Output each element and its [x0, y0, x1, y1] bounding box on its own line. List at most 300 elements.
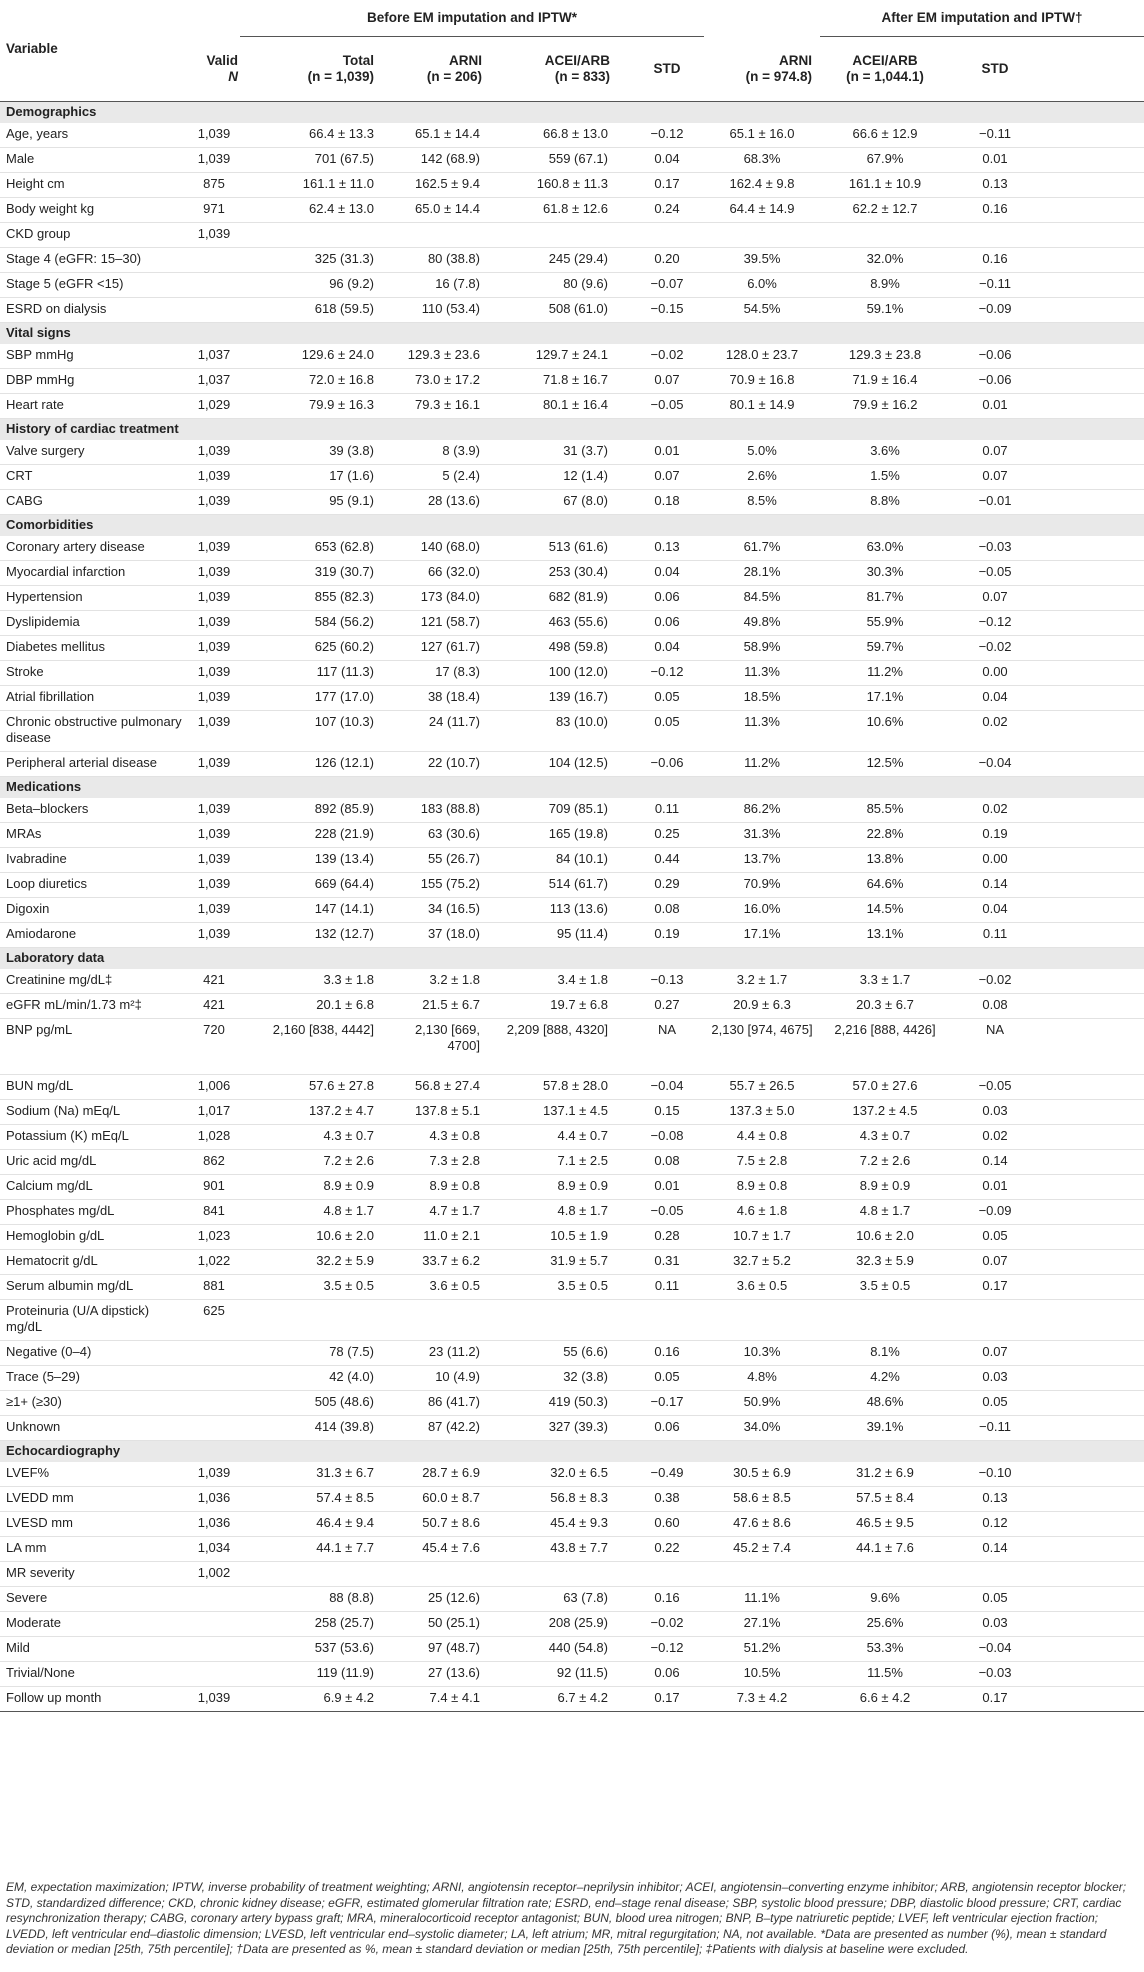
variable-cell: Peripheral arterial disease	[0, 751, 188, 776]
arni-cell: 11.0 ± 2.1	[396, 1224, 502, 1249]
std-weighted-cell: 0.03	[950, 1611, 1040, 1636]
std-weighted-cell: 0.05	[950, 1586, 1040, 1611]
acei-arb-cell: 253 (30.4)	[502, 560, 630, 585]
acei-arb-weighted-cell: 10.6 ± 2.0	[820, 1224, 950, 1249]
spacer-cell	[1040, 1099, 1144, 1124]
acei-arb-weighted-cell: 59.1%	[820, 297, 950, 322]
table-row	[0, 393, 1144, 418]
valid-n-cell: 1,039	[188, 147, 240, 172]
acei-arb-cell: 31 (3.7)	[502, 440, 630, 465]
variable-cell: Sodium (Na) mEq/L	[0, 1099, 188, 1124]
arni-weighted-cell: 31.3%	[704, 822, 820, 847]
acei-arb-weighted-cell: 10.6%	[820, 710, 950, 751]
acei-arb-weighted-cell	[820, 222, 950, 247]
valid-n-cell	[188, 1661, 240, 1686]
acei-arb-cell: 559 (67.1)	[502, 147, 630, 172]
std-cell: 0.11	[630, 1274, 704, 1299]
acei-arb-weighted-cell: 63.0%	[820, 536, 950, 561]
total-cell: 7.2 ± 2.6	[240, 1149, 396, 1174]
variable-cell: Diabetes mellitus	[0, 635, 188, 660]
std-cell: 0.05	[630, 685, 704, 710]
total-cell: 3.3 ± 1.8	[240, 969, 396, 994]
acei-arb-weighted-cell: 8.9 ± 0.9	[820, 1174, 950, 1199]
variable-cell: Mild	[0, 1636, 188, 1661]
acei-arb-cell: 440 (54.8)	[502, 1636, 630, 1661]
variable-cell: DBP mmHg	[0, 368, 188, 393]
arni-weighted-cell: 58.6 ± 8.5	[704, 1486, 820, 1511]
std-cell: 0.16	[630, 1340, 704, 1365]
arni-weighted-cell: 16.0%	[704, 897, 820, 922]
std-cell: 0.27	[630, 993, 704, 1018]
table-row	[0, 1561, 1144, 1586]
table-row	[0, 1462, 1144, 1487]
valid-n-cell: 1,006	[188, 1074, 240, 1099]
spacer-cell	[1040, 489, 1144, 514]
spacer-cell	[1040, 1462, 1144, 1487]
variable-cell: Chronic obstructive pulmonary disease	[0, 710, 188, 751]
spacer-cell	[1040, 1124, 1144, 1149]
arni-cell: 38 (18.4)	[396, 685, 502, 710]
acei-arb-cell: 508 (61.0)	[502, 297, 630, 322]
acei-arb-cell: 32 (3.8)	[502, 1365, 630, 1390]
arni-weighted-cell: 61.7%	[704, 536, 820, 561]
total-cell: 701 (67.5)	[240, 147, 396, 172]
std-weighted-cell: 0.14	[950, 1149, 1040, 1174]
table-row	[0, 344, 1144, 369]
acei-arb-cell: 709 (85.1)	[502, 798, 630, 823]
arni-cell: 28.7 ± 6.9	[396, 1462, 502, 1487]
variable-cell: Stage 5 (eGFR <15)	[0, 272, 188, 297]
arni-weighted-cell: 65.1 ± 16.0	[704, 123, 820, 148]
table-row	[0, 1174, 1144, 1199]
arni-cell: 97 (48.7)	[396, 1636, 502, 1661]
std-weighted-cell: −0.06	[950, 368, 1040, 393]
valid-n-cell	[188, 1611, 240, 1636]
std-cell: −0.06	[630, 751, 704, 776]
col-acei-arb: ACEI/ARB (n = 833)	[502, 37, 630, 102]
std-weighted-cell: 0.11	[950, 922, 1040, 947]
spacer-cell	[1040, 635, 1144, 660]
acei-arb-cell: 137.1 ± 4.5	[502, 1099, 630, 1124]
acei-arb-cell: 139 (16.7)	[502, 685, 630, 710]
acei-arb-cell: 66.8 ± 13.0	[502, 123, 630, 148]
acei-arb-cell: 682 (81.9)	[502, 585, 630, 610]
table-row	[0, 368, 1144, 393]
arni-weighted-cell: 162.4 ± 9.8	[704, 172, 820, 197]
valid-n-cell: 1,036	[188, 1486, 240, 1511]
arni-cell: 73.0 ± 17.2	[396, 368, 502, 393]
variable-cell: ≥1+ (≥30)	[0, 1390, 188, 1415]
section-header: Comorbidities	[0, 514, 1144, 536]
acei-arb-weighted-cell: 64.6%	[820, 872, 950, 897]
acei-arb-weighted-cell: 11.2%	[820, 660, 950, 685]
std-weighted-cell: 0.07	[950, 1249, 1040, 1274]
valid-n-cell: 1,034	[188, 1536, 240, 1561]
table-row	[0, 1224, 1144, 1249]
valid-n-cell: 1,039	[188, 660, 240, 685]
acei-arb-weighted-cell: 1.5%	[820, 464, 950, 489]
total-cell: 129.6 ± 24.0	[240, 344, 396, 369]
table-row	[0, 1124, 1144, 1149]
std-weighted-cell: 0.05	[950, 1390, 1040, 1415]
valid-n-cell: 1,037	[188, 344, 240, 369]
col-std: STD	[630, 37, 704, 102]
acei-arb-weighted-cell	[820, 1299, 950, 1340]
spacer-cell	[1040, 368, 1144, 393]
table-row	[0, 685, 1144, 710]
acei-arb-cell: 7.1 ± 2.5	[502, 1149, 630, 1174]
std-weighted-cell: −0.03	[950, 1661, 1040, 1686]
std-cell: 0.22	[630, 1536, 704, 1561]
valid-n-cell: 1,039	[188, 922, 240, 947]
total-cell: 319 (30.7)	[240, 560, 396, 585]
std-cell: 0.04	[630, 635, 704, 660]
variable-cell: BNP pg/mL	[0, 1018, 188, 1074]
arni-cell: 80 (38.8)	[396, 247, 502, 272]
std-cell: 0.44	[630, 847, 704, 872]
std-cell: 0.13	[630, 536, 704, 561]
valid-n-cell: 421	[188, 969, 240, 994]
variable-cell: Creatinine mg/dL‡	[0, 969, 188, 994]
arni-weighted-cell: 11.1%	[704, 1586, 820, 1611]
std-weighted-cell: 0.07	[950, 440, 1040, 465]
table-body	[0, 101, 1144, 1711]
total-cell	[240, 1561, 396, 1586]
valid-n-cell: 1,039	[188, 798, 240, 823]
std-weighted-cell: 0.07	[950, 464, 1040, 489]
std-weighted-cell: 0.02	[950, 1124, 1040, 1149]
acei-arb-cell: 92 (11.5)	[502, 1661, 630, 1686]
total-cell: 618 (59.5)	[240, 297, 396, 322]
spacer-cell	[1040, 847, 1144, 872]
acei-arb-weighted-cell: 48.6%	[820, 1390, 950, 1415]
valid-n-cell: 862	[188, 1149, 240, 1174]
acei-arb-cell: 45.4 ± 9.3	[502, 1511, 630, 1536]
acei-arb-weighted-cell: 62.2 ± 12.7	[820, 197, 950, 222]
std-cell: −0.17	[630, 1390, 704, 1415]
arni-cell: 60.0 ± 8.7	[396, 1486, 502, 1511]
section-header: Medications	[0, 776, 1144, 798]
std-weighted-cell: 0.13	[950, 172, 1040, 197]
col-acei-arb-weighted: ACEI/ARB (n = 1,044.1)	[820, 37, 950, 102]
table-row	[0, 536, 1144, 561]
total-cell: 57.6 ± 27.8	[240, 1074, 396, 1099]
valid-n-cell	[188, 1415, 240, 1440]
std-cell: −0.08	[630, 1124, 704, 1149]
arni-weighted-cell: 2,130 [974, 4675]	[704, 1018, 820, 1074]
table-row	[0, 464, 1144, 489]
arni-weighted-cell	[704, 1299, 820, 1340]
acei-arb-cell: 6.7 ± 4.2	[502, 1686, 630, 1711]
table-row	[0, 1486, 1144, 1511]
arni-cell: 10 (4.9)	[396, 1365, 502, 1390]
std-cell: 0.11	[630, 798, 704, 823]
acei-arb-cell: 12 (1.4)	[502, 464, 630, 489]
total-cell: 32.2 ± 5.9	[240, 1249, 396, 1274]
std-cell: 0.04	[630, 147, 704, 172]
variable-cell: Stage 4 (eGFR: 15–30)	[0, 247, 188, 272]
arni-cell: 22 (10.7)	[396, 751, 502, 776]
spacer-cell	[1040, 464, 1144, 489]
arni-weighted-cell: 137.3 ± 5.0	[704, 1099, 820, 1124]
spacer-cell	[1040, 1561, 1144, 1586]
arni-weighted-cell: 34.0%	[704, 1415, 820, 1440]
spacer-cell	[1040, 247, 1144, 272]
spacer-cell	[1040, 1415, 1144, 1440]
spacer-cell	[1040, 1074, 1144, 1099]
acei-arb-cell	[502, 1299, 630, 1340]
total-cell: 584 (56.2)	[240, 610, 396, 635]
std-weighted-cell: 0.00	[950, 847, 1040, 872]
total-cell: 161.1 ± 11.0	[240, 172, 396, 197]
section-header-row	[0, 947, 1144, 969]
arni-weighted-cell: 4.6 ± 1.8	[704, 1199, 820, 1224]
std-weighted-cell: 0.13	[950, 1486, 1040, 1511]
table-row	[0, 872, 1144, 897]
acei-arb-cell: 19.7 ± 6.8	[502, 993, 630, 1018]
arni-weighted-cell: 68.3%	[704, 147, 820, 172]
std-cell: 0.25	[630, 822, 704, 847]
std-weighted-cell: −0.04	[950, 1636, 1040, 1661]
spacer-cell	[1040, 147, 1144, 172]
std-weighted-cell: 0.19	[950, 822, 1040, 847]
arni-cell: 137.8 ± 5.1	[396, 1099, 502, 1124]
table-row	[0, 489, 1144, 514]
std-cell: 0.38	[630, 1486, 704, 1511]
acei-arb-cell: 208 (25.9)	[502, 1611, 630, 1636]
arni-weighted-cell: 6.0%	[704, 272, 820, 297]
arni-weighted-cell: 2.6%	[704, 464, 820, 489]
arni-weighted-cell: 58.9%	[704, 635, 820, 660]
arni-cell: 21.5 ± 6.7	[396, 993, 502, 1018]
table-row	[0, 1365, 1144, 1390]
spacer-cell	[1040, 1299, 1144, 1340]
valid-n-cell: 1,002	[188, 1561, 240, 1586]
arni-cell: 162.5 ± 9.4	[396, 172, 502, 197]
total-cell: 119 (11.9)	[240, 1661, 396, 1686]
std-cell	[630, 1561, 704, 1586]
valid-n-cell: 421	[188, 993, 240, 1018]
std-cell: 0.15	[630, 1099, 704, 1124]
total-cell: 177 (17.0)	[240, 685, 396, 710]
arni-cell: 45.4 ± 7.6	[396, 1536, 502, 1561]
variable-cell: MR severity	[0, 1561, 188, 1586]
acei-arb-weighted-cell: 31.2 ± 6.9	[820, 1462, 950, 1487]
spacer-cell	[1040, 969, 1144, 994]
table-row	[0, 1636, 1144, 1661]
std-weighted-cell: −0.05	[950, 560, 1040, 585]
arni-weighted-cell: 28.1%	[704, 560, 820, 585]
spacer-cell	[1040, 1511, 1144, 1536]
acei-arb-cell: 61.8 ± 12.6	[502, 197, 630, 222]
variable-cell: Unknown	[0, 1415, 188, 1440]
total-cell: 17 (1.6)	[240, 464, 396, 489]
std-cell: 0.06	[630, 585, 704, 610]
table-row	[0, 1415, 1144, 1440]
total-cell: 46.4 ± 9.4	[240, 1511, 396, 1536]
std-cell: 0.20	[630, 247, 704, 272]
column-header-row	[0, 37, 1144, 102]
acei-arb-weighted-cell: 11.5%	[820, 1661, 950, 1686]
total-cell: 137.2 ± 4.7	[240, 1099, 396, 1124]
spacer-cell	[1040, 1390, 1144, 1415]
arni-cell: 121 (58.7)	[396, 610, 502, 635]
valid-n-cell: 971	[188, 197, 240, 222]
arni-cell	[396, 1561, 502, 1586]
section-header: Vital signs	[0, 322, 1144, 344]
valid-n-cell: 1,039	[188, 123, 240, 148]
table-row	[0, 1099, 1144, 1124]
arni-cell: 129.3 ± 23.6	[396, 344, 502, 369]
variable-cell: MRAs	[0, 822, 188, 847]
arni-cell	[396, 222, 502, 247]
arni-weighted-cell: 45.2 ± 7.4	[704, 1536, 820, 1561]
arni-weighted-cell: 13.7%	[704, 847, 820, 872]
table-row	[0, 1536, 1144, 1561]
spacer-cell	[1040, 585, 1144, 610]
std-weighted-cell: 0.07	[950, 1340, 1040, 1365]
arni-cell: 55 (26.7)	[396, 847, 502, 872]
variable-cell: Beta–blockers	[0, 798, 188, 823]
valid-n-cell: 1,022	[188, 1249, 240, 1274]
valid-n-cell: 841	[188, 1199, 240, 1224]
std-cell: 0.06	[630, 610, 704, 635]
table-row	[0, 922, 1144, 947]
acei-arb-weighted-cell: 57.0 ± 27.6	[820, 1074, 950, 1099]
total-cell: 66.4 ± 13.3	[240, 123, 396, 148]
col-total: Total (n = 1,039)	[240, 37, 396, 102]
variable-cell: Negative (0–4)	[0, 1340, 188, 1365]
acei-arb-cell: 31.9 ± 5.7	[502, 1249, 630, 1274]
variable-cell: Ivabradine	[0, 847, 188, 872]
acei-arb-cell: 55 (6.6)	[502, 1340, 630, 1365]
table-row	[0, 1661, 1144, 1686]
section-header: History of cardiac treatment	[0, 418, 1144, 440]
valid-n-cell	[188, 247, 240, 272]
total-cell: 3.5 ± 0.5	[240, 1274, 396, 1299]
variable-cell: Trace (5–29)	[0, 1365, 188, 1390]
std-cell: 0.01	[630, 440, 704, 465]
arni-cell: 56.8 ± 27.4	[396, 1074, 502, 1099]
std-cell: −0.05	[630, 1199, 704, 1224]
total-cell: 505 (48.6)	[240, 1390, 396, 1415]
acei-arb-weighted-cell: 55.9%	[820, 610, 950, 635]
acei-arb-cell: 245 (29.4)	[502, 247, 630, 272]
arni-cell: 8 (3.9)	[396, 440, 502, 465]
arni-weighted-cell: 10.5%	[704, 1661, 820, 1686]
std-cell: −0.02	[630, 1611, 704, 1636]
std-weighted-cell: −0.05	[950, 1074, 1040, 1099]
spacer-cell	[1040, 1199, 1144, 1224]
valid-n-cell: 1,039	[188, 464, 240, 489]
acei-arb-weighted-cell: 32.0%	[820, 247, 950, 272]
group-after-header: After EM imputation and IPTW†	[820, 0, 1144, 37]
valid-n-cell: 1,039	[188, 222, 240, 247]
variable-cell: Dyslipidemia	[0, 610, 188, 635]
acei-arb-cell: 10.5 ± 1.9	[502, 1224, 630, 1249]
acei-arb-weighted-cell: 59.7%	[820, 635, 950, 660]
arni-weighted-cell: 5.0%	[704, 440, 820, 465]
std-cell: 0.07	[630, 464, 704, 489]
total-cell: 4.3 ± 0.7	[240, 1124, 396, 1149]
spacer-cell	[1040, 660, 1144, 685]
acei-arb-cell: 3.5 ± 0.5	[502, 1274, 630, 1299]
std-cell: −0.12	[630, 123, 704, 148]
arni-weighted-cell: 39.5%	[704, 247, 820, 272]
std-weighted-cell	[950, 222, 1040, 247]
spacer-cell	[1040, 798, 1144, 823]
arni-weighted-cell: 84.5%	[704, 585, 820, 610]
std-weighted-cell	[950, 1299, 1040, 1340]
total-cell	[240, 1299, 396, 1340]
valid-n-cell	[188, 1586, 240, 1611]
std-weighted-cell: −0.02	[950, 969, 1040, 994]
table-row	[0, 1611, 1144, 1636]
total-cell: 537 (53.6)	[240, 1636, 396, 1661]
valid-n-cell: 1,039	[188, 610, 240, 635]
arni-cell: 23 (11.2)	[396, 1340, 502, 1365]
col-std-weighted: STD	[950, 37, 1040, 102]
std-cell: −0.13	[630, 969, 704, 994]
table-row	[0, 969, 1144, 994]
table-row	[0, 847, 1144, 872]
spacer-cell	[1040, 1365, 1144, 1390]
std-weighted-cell: 0.02	[950, 798, 1040, 823]
std-weighted-cell: −0.11	[950, 1415, 1040, 1440]
table-row	[0, 1390, 1144, 1415]
spacer-cell	[1040, 993, 1144, 1018]
col-variable: Variable	[0, 37, 188, 102]
acei-arb-cell: 43.8 ± 7.7	[502, 1536, 630, 1561]
std-weighted-cell: 0.04	[950, 897, 1040, 922]
acei-arb-cell: 104 (12.5)	[502, 751, 630, 776]
valid-n-cell: 1,039	[188, 635, 240, 660]
valid-n-cell: 881	[188, 1274, 240, 1299]
table-row	[0, 710, 1144, 751]
table-row	[0, 1074, 1144, 1099]
acei-arb-cell	[502, 222, 630, 247]
valid-n-cell: 1,039	[188, 536, 240, 561]
acei-arb-cell: 129.7 ± 24.1	[502, 344, 630, 369]
std-cell: 0.07	[630, 368, 704, 393]
table-row	[0, 197, 1144, 222]
arni-weighted-cell: 51.2%	[704, 1636, 820, 1661]
arni-cell: 127 (61.7)	[396, 635, 502, 660]
arni-weighted-cell: 27.1%	[704, 1611, 820, 1636]
acei-arb-cell: 80.1 ± 16.4	[502, 393, 630, 418]
spacer-cell	[1040, 710, 1144, 751]
arni-weighted-cell: 4.8%	[704, 1365, 820, 1390]
spacer-cell	[1040, 297, 1144, 322]
acei-arb-weighted-cell: 137.2 ± 4.5	[820, 1099, 950, 1124]
acei-arb-weighted-cell: 17.1%	[820, 685, 950, 710]
acei-arb-weighted-cell: 4.2%	[820, 1365, 950, 1390]
arni-cell: 2,130 [669, 4700]	[396, 1018, 502, 1074]
std-cell: NA	[630, 1018, 704, 1074]
arni-cell: 173 (84.0)	[396, 585, 502, 610]
arni-weighted-cell: 18.5%	[704, 685, 820, 710]
total-cell: 132 (12.7)	[240, 922, 396, 947]
variable-cell: Digoxin	[0, 897, 188, 922]
variable-cell: Coronary artery disease	[0, 536, 188, 561]
total-cell: 88 (8.8)	[240, 1586, 396, 1611]
acei-arb-weighted-cell: 85.5%	[820, 798, 950, 823]
table-row	[0, 798, 1144, 823]
variable-cell: CRT	[0, 464, 188, 489]
arni-weighted-cell: 10.3%	[704, 1340, 820, 1365]
acei-arb-weighted-cell: 8.8%	[820, 489, 950, 514]
spacer-cell	[1040, 1340, 1144, 1365]
